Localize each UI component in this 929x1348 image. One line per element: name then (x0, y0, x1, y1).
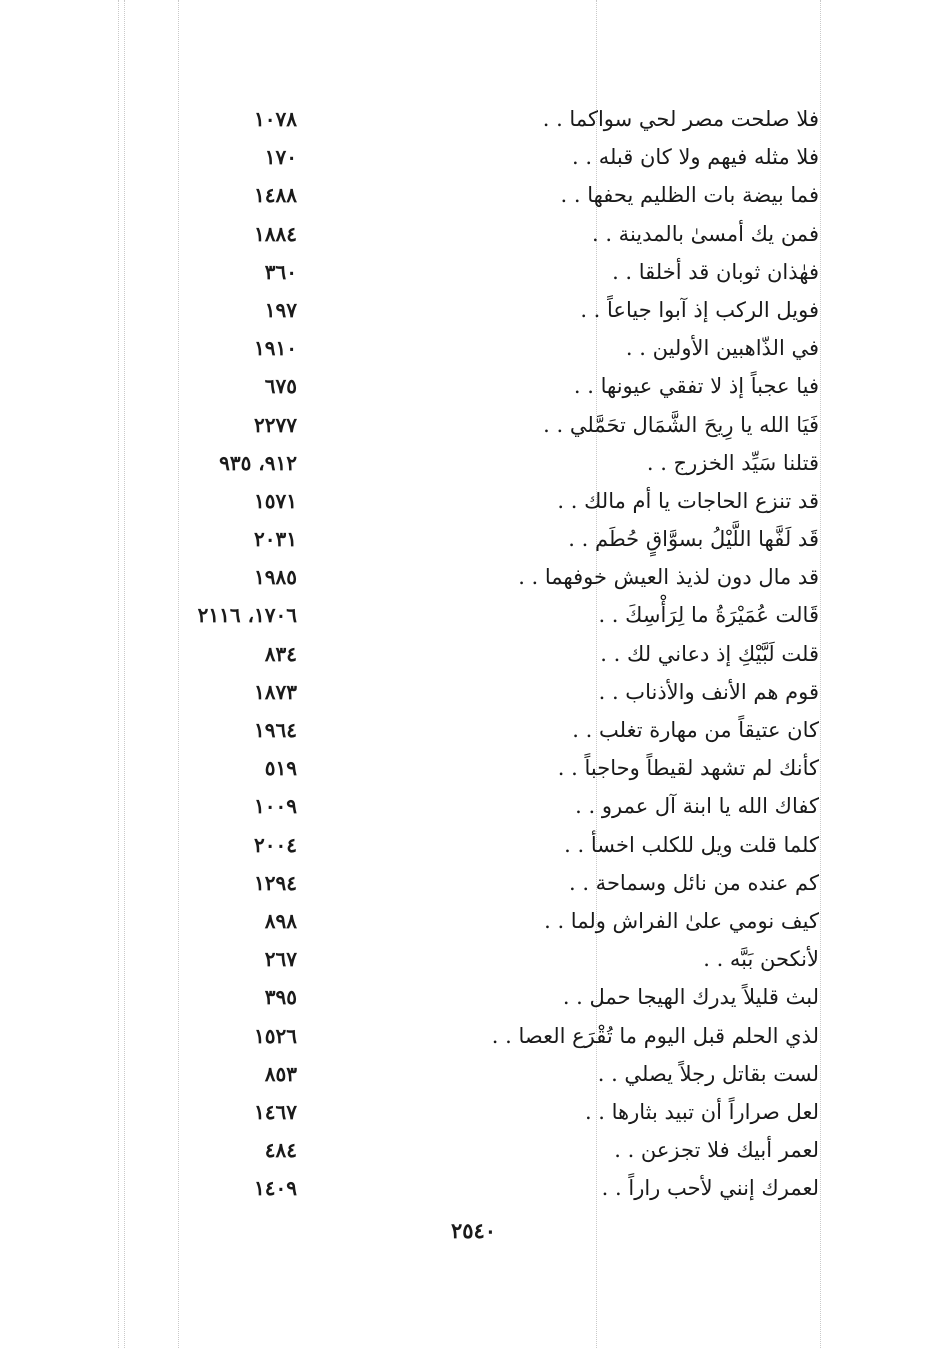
verse-opening: كم عنده من نائل وسماحة . . (568, 870, 819, 895)
page-reference: ١٠٧٨ (254, 107, 297, 131)
index-entry (0, 749, 929, 787)
index-entry (0, 635, 929, 673)
index-entry (0, 826, 929, 864)
verse-opening: فويل الركب إذ آبوا جياعاً . . (580, 297, 819, 322)
verse-opening: قد مال دون لذيذ العيش خوفهما . . (518, 565, 819, 590)
verse-opening: لست بقاتل رجلاً يصلي . . (597, 1061, 819, 1086)
verse-opening: فهٰذان ثوبان قد أخلقا . . (612, 259, 819, 284)
index-entry (0, 520, 929, 558)
page-reference: ٨٣٤ (264, 641, 297, 666)
index-entry (0, 215, 929, 253)
page-reference: ١٤٨٨ (254, 183, 297, 208)
page-reference: ٨٥٣ (264, 1061, 297, 1086)
verse-opening: فَيَا الله يا رِيحَ الشَّمَال تحَمَّلي . . (543, 412, 819, 437)
verse-opening: لأنكحن بَبَّه . . (703, 947, 819, 972)
verse-opening: فلا مثله فيهم ولا كان قبله . . (572, 145, 819, 170)
page-reference: ١٩١٠ (254, 336, 297, 361)
verse-opening: لعل صراراً أن تبيد بثارها . . (584, 1099, 819, 1124)
verse-opening: لذي الحلم قبل اليوم ما تُقْرَع العصا . . (491, 1023, 819, 1048)
verse-opening: قَالت عُمَيْرَةُ ما لِرَأْسِكَ . . (598, 603, 819, 628)
page-reference: ١٥٧١ (254, 488, 297, 513)
verse-opening: قلت لَبَّيْكِ إذ دعاني لك . . (600, 641, 819, 666)
index-entry (0, 406, 929, 444)
index-entry (0, 940, 929, 978)
index-entry (0, 1017, 929, 1055)
verse-opening: فمن يك أمسىٰ بالمدينة . . (591, 221, 819, 246)
page-reference: ٨٩٨ (264, 908, 297, 933)
page-reference: ١٩٨٥ (254, 565, 297, 590)
page-reference: ١٤٠٩ (254, 1176, 297, 1201)
verse-opening: قد تنزع الحاجات يا أم مالك . . (557, 488, 819, 513)
page-reference: ١٨٧٣ (254, 679, 297, 704)
verse-opening: قَد لَفَّها اللَّيْلُ بسوَّاقٍ حُطَم . . (568, 527, 819, 552)
index-entry (0, 673, 929, 711)
index-entry (0, 100, 929, 138)
page-reference: ٢٢٧٧ (254, 412, 297, 437)
index-entry (0, 329, 929, 367)
page-number: ٢٥٤٠ (450, 1218, 497, 1243)
page-reference: ٣٩٥ (264, 985, 297, 1010)
verse-opening: في الذّاهبين الأولين . . (625, 336, 819, 361)
index-entry (0, 902, 929, 940)
index-entry (0, 1131, 929, 1169)
index-entry (0, 1169, 929, 1207)
verse-opening: كلما قلت ويل للكلب اخسأ . . (564, 832, 819, 857)
index-entry (0, 253, 929, 291)
verse-opening: قوم هم الأنف والأذناب . . (598, 679, 819, 704)
index-entry (0, 711, 929, 749)
page-reference: ١٧٠٦، ٢١١٦ (197, 603, 297, 628)
page-reference: ٢٠٣١ (254, 527, 297, 552)
index-entry (0, 1055, 929, 1093)
index-entry (0, 291, 929, 329)
page-reference: ١٨٨٤ (254, 221, 297, 246)
index-entry (0, 138, 929, 176)
page-reference: ١٥٢٦ (254, 1023, 297, 1048)
verse-opening: فما بيضة بات الظليم يحفها . . (560, 183, 819, 208)
index-entry (0, 1093, 929, 1131)
page-reference: ٦٧٥ (264, 374, 297, 399)
verse-opening: كيف نومي علىٰ الفراش ولما . . (544, 908, 819, 933)
page-reference: ١٠٠٩ (254, 794, 297, 819)
verse-opening: كان عتيقاً من مهارة تغلب . . (572, 718, 819, 742)
index-entry (0, 176, 929, 214)
page-reference: ٢٦٧ (264, 947, 297, 972)
page-reference: ١٤٦٧ (254, 1099, 297, 1124)
page-reference: ٥١٩ (264, 756, 297, 781)
index-entry (0, 482, 929, 520)
page-reference: ١٩٧ (264, 297, 297, 322)
verse-opening: فلا صلحت مصر لحي سواكما . . (542, 107, 819, 131)
index-entry (0, 444, 929, 482)
index-entry (0, 787, 929, 825)
index-entry (0, 367, 929, 405)
page-reference: ١٧٠ (264, 145, 297, 170)
index-entry (0, 864, 929, 902)
verse-opening: لبث قليلاً يدرك الهيجا حمل . . (562, 985, 819, 1010)
verse-opening: كأنك لم تشهد لقيطاً وحاجباً . . (557, 756, 819, 781)
verse-opening: فيا عجباً إذ لا تفقي عيونها . . (573, 374, 819, 399)
page-reference: ١٢٩٤ (254, 870, 297, 895)
page-reference: ٢٠٠٤ (254, 832, 297, 857)
verse-opening: لعمر أبيك فلا تجزعن . . (614, 1138, 819, 1163)
page-reference: ٣٦٠ (264, 259, 297, 284)
verse-opening: كفاك الله يا ابنة آل عمرو . . (575, 794, 819, 819)
index-entry (0, 978, 929, 1016)
verse-opening: قتلنا سَيِّد الخزرج . . (646, 450, 819, 475)
verse-index-list (0, 100, 929, 1207)
page-reference: ٩١٢، ٩٣٥ (219, 450, 297, 475)
page-reference: ٤٨٤ (264, 1138, 297, 1163)
verse-opening: لعمرك إنني لأحب راراً . . (601, 1176, 819, 1201)
index-entry (0, 558, 929, 596)
index-entry (0, 596, 929, 634)
page-reference: ١٩٦٤ (254, 718, 297, 742)
